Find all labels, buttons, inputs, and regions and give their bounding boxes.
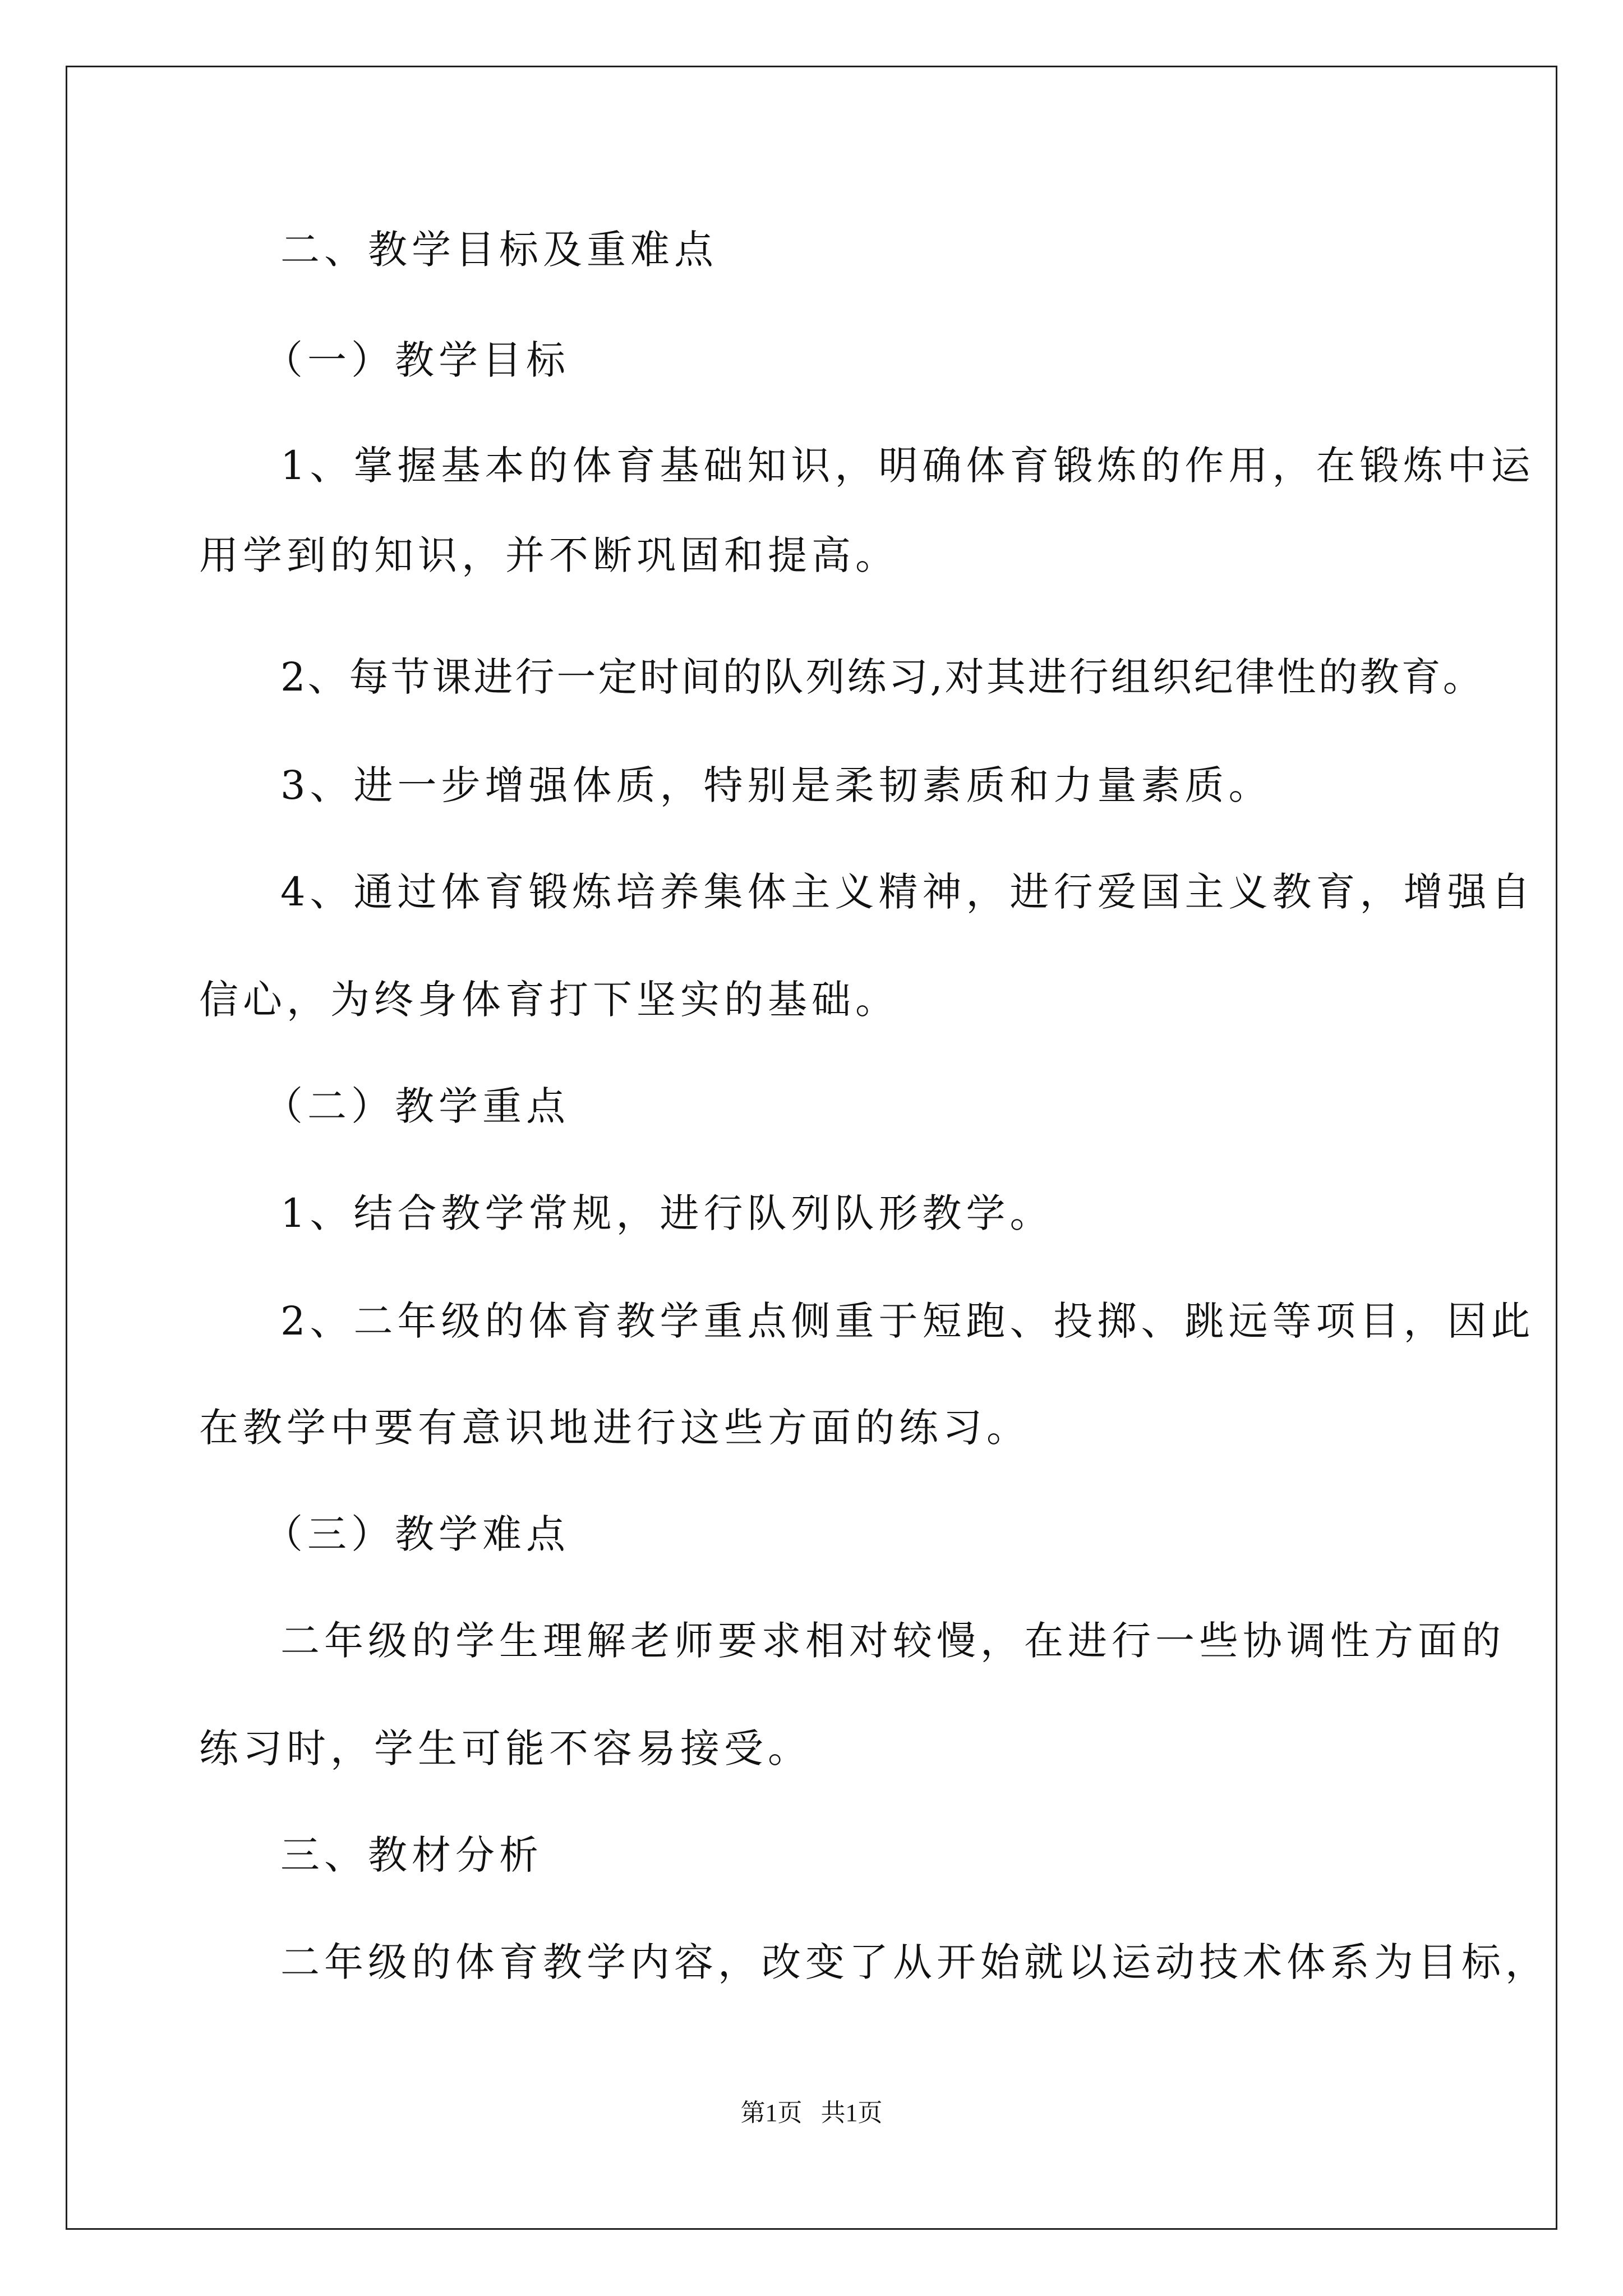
paragraph-line: 3、进一步增强体质，特别是柔韧素质和力量素质。 — [280, 762, 1272, 808]
page-border — [66, 66, 1557, 2230]
section-heading-2: 二、教学目标及重难点 — [280, 227, 718, 273]
paragraph-line: 信心，为终身体育打下坚实的基础。 — [199, 977, 899, 1023]
paragraph-line: 用学到的知识，并不断巩固和提高。 — [199, 532, 899, 578]
paragraph-line: 2、二年级的体育教学重点侧重于短跑、投掷、跳远等项目，因此 — [280, 1298, 1535, 1344]
subsection-heading-teaching-goals: （一）教学目标 — [264, 337, 570, 383]
paragraph-line: 在教学中要有意识地进行这些方面的练习。 — [199, 1405, 1030, 1451]
paragraph-line: 二年级的学生理解老师要求相对较慢，在进行一些协调性方面的 — [280, 1618, 1505, 1664]
page-number-footer: 第1页 共1页 — [740, 2099, 883, 2127]
paragraph-line: 2、每节课进行一定时间的队列练习,对其进行组织纪律性的教育。 — [280, 654, 1484, 700]
paragraph-line: 1、结合教学常规，进行队列队形教学。 — [280, 1190, 1054, 1236]
section-heading-3: 三、教材分析 — [280, 1832, 543, 1878]
subsection-heading-difficulties: （三）教学难点 — [264, 1511, 570, 1557]
paragraph-line: 练习时，学生可能不容易接受。 — [199, 1726, 811, 1772]
paragraph-line: 1、掌握基本的体育基础知识，明确体育锻炼的作用，在锻炼中运 — [280, 443, 1535, 489]
subsection-heading-key-points: （二）教学重点 — [264, 1083, 570, 1129]
paragraph-line: 二年级的体育教学内容，改变了从开始就以运动技术体系为目标， — [280, 1939, 1549, 1985]
paragraph-line: 4、通过体育锻炼培养集体主义精神，进行爱国主义教育，增强自 — [280, 869, 1535, 915]
